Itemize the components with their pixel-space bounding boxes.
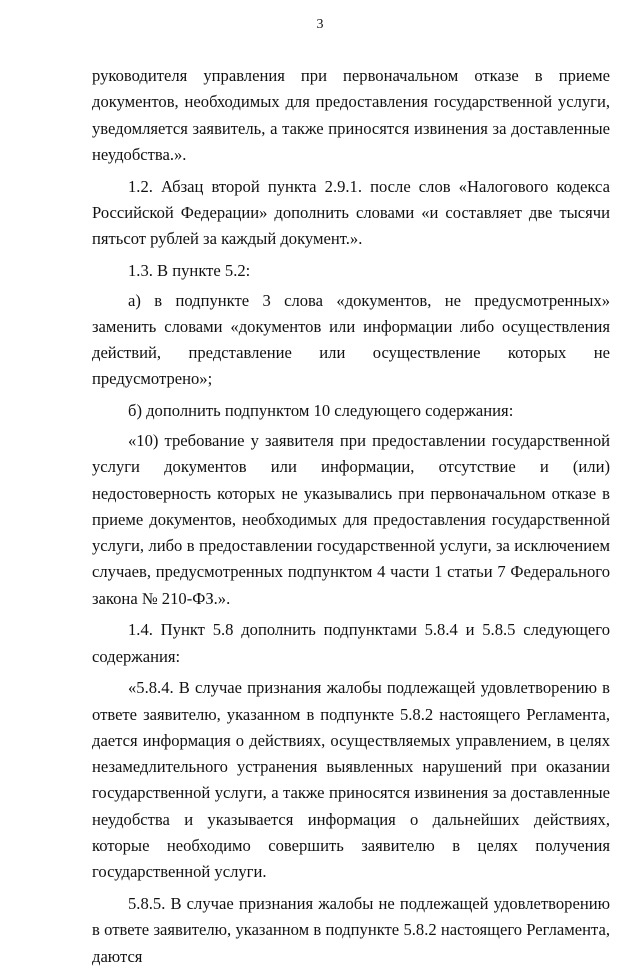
paragraph-1-2: 1.2. Абзац второй пункта 2.9.1. после слов «Налогового кодекса Российской Федерации» дополнить словами «и составляет две тысячи пятьсот рублей за каждый документ.».	[92, 176, 610, 249]
paragraph-1-3-b-quote: «10) требование у заявителя при предоставлении государственной услуги документов или информации, отсутствие и (или) недостоверность которых не указывались при первоначальном отказе в приеме документов, необходимых для предоставления государственной услуги, либо в предоставлении государственной услуги, за исключением случаев, предусмотренных подпунктом 4 части 1 статьи 7 Федерального закона № 210-ФЗ.».	[92, 431, 610, 608]
paragraph-continuation: руководителя управления при первоначальном отказе в приеме документов, необходимых для предоставления государственной услуги, уведомляется заявитель, а также приносятся извинения за доставленные неудобства.».	[92, 66, 610, 164]
paragraph-1-4: 1.4. Пункт 5.8 дополнить подпунктами 5.8.4 и 5.8.5 следующего содержания:	[92, 620, 610, 666]
paragraph-1-3-a: а) в подпункте 3 слова «документов, не предусмотренных» заменить словами «документов или информации либо осуществления действий, представление или осуществление которых не предусмотрено»;	[92, 290, 610, 389]
paragraph-1-3: 1.3. В пункте 5.2:	[128, 260, 251, 280]
document-body	[92, 63, 610, 975]
paragraph-5-8-4: «5.8.4. В случае признания жалобы подлежащей удовлетворению в ответе заявителю, указанном в подпункте 5.8.2 настоящего Регламента, дается информация о действиях, осуществляемых управлением, в целях незамедлительного устранения выявленных нарушений при оказании государственной услуги, а также приносятся извинения за доставленные неудобства и указывается информация о дальнейших действиях, которые необходимо совершить заявителю в целях получения государственной услуги.	[92, 678, 610, 882]
paragraph-1-3-b: б) дополнить подпунктом 10 следующего содержания:	[128, 401, 514, 421]
page-number: 3	[316, 17, 324, 32]
paragraph-5-8-5: 5.8.5. В случае признания жалобы не подлежащей удовлетворению в ответе заявителю, указанном в подпункте 5.8.2 настоящего Регламента, даются	[92, 894, 610, 966]
